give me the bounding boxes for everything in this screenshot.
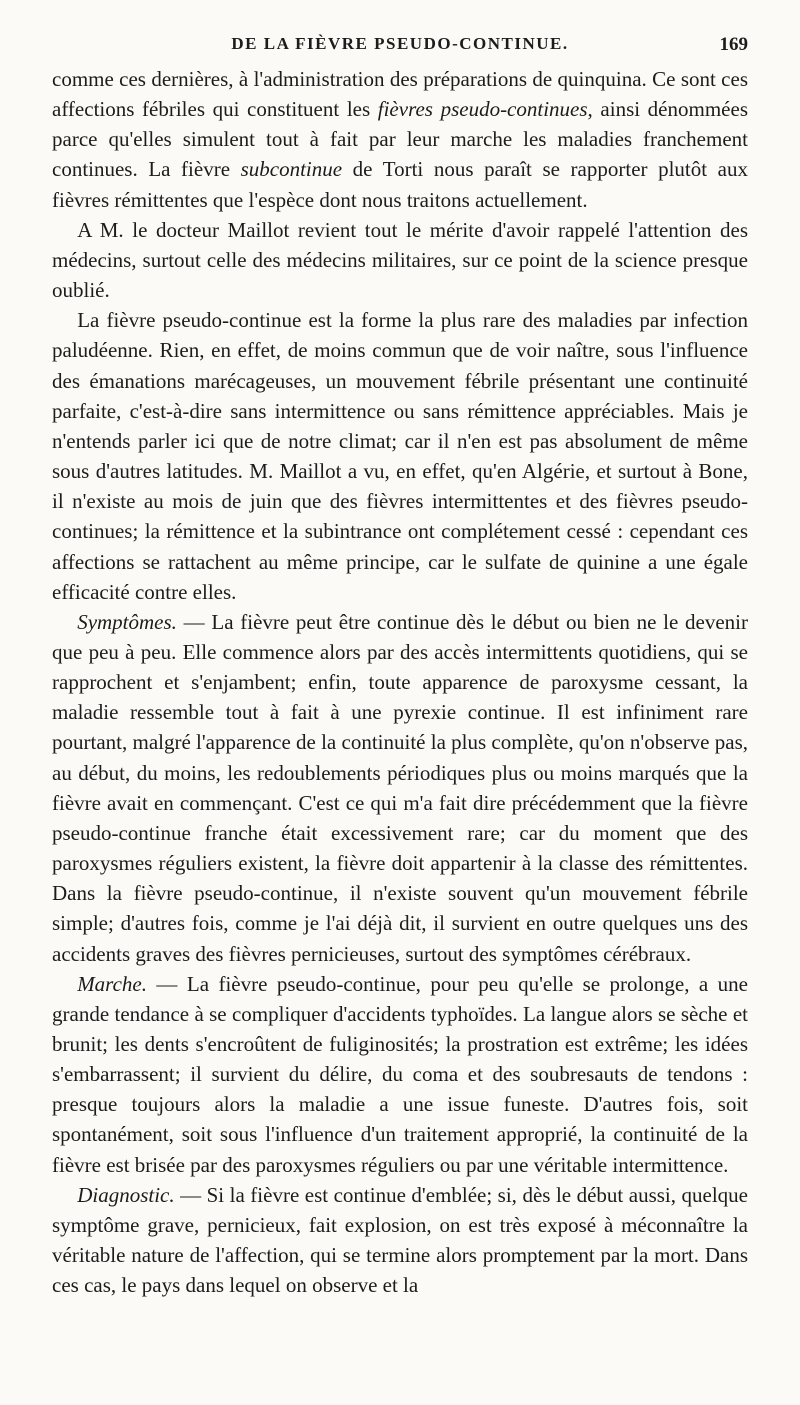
italic-text: Symptômes. [77,609,177,634]
page-number: 169 [719,34,748,55]
paragraph [52,305,748,607]
italic-text: Marche. [77,971,147,996]
text-run: — Si la fièvre est continue d'emblée; si, dès le début aussi, quelque symptôme grave, pernicieux, fait explosion, on est très exposé à méconnaître la véritable nature de l'affection, qui se termine alors promptement par la mort. Dans ces cas, le pays dans lequel on observe et la [52,1182,748,1298]
text-run: comme ces dernières, à l'administration des préparations de quinquina. Ce sont ces affections fébriles qui constituent les [52,67,748,122]
italic-text: Diagnostic. [77,1182,175,1207]
paragraph [52,607,748,969]
running-title: DE LA FIÈVRE PSEUDO-CONTINUE. [231,34,569,53]
body-text [52,64,748,1300]
paragraph [52,1180,748,1301]
text-run: — La fièvre pseudo-continue, pour peu qu'elle se prolonge, a une grande tendance à se compliquer d'accidents typhoïdes. La langue alors se sèche et brunit; les dents s'encroûtent de fuliginosités; la prostration est extrême; les idées s'embarrassent; il survient du délire, du coma et des soubresauts de tendons : presque toujours alors la maladie a une issue funeste. D'autres fois, soit spontanément, soit sous l'influence d'un traitement approprié, la continuité de la fièvre est brisée par des paroxysmes réguliers ou par une véritable intermittence. [52,971,748,1177]
paragraph [52,64,748,215]
running-head [52,34,748,60]
paragraph [52,969,748,1180]
italic-text: fièvres pseudo-continues [377,97,588,122]
text-run: de Torti nous paraît se rapporter plutôt aux fièvres rémittentes que l'espèce dont nous traitons actuellement. [52,157,749,212]
text-run: La fièvre pseudo-continue est la forme la plus rare des maladies par infection paludéenne. Rien, en effet, de moins commun que de voir naître, sous l'influence des émanations marécageuses, un mouvement fébrile présentant une continuité parfaite, c'est-à-dire sans intermittence ou sans rémittence appréciables. Mais je n'entends parler ici que de notre climat; car il n'en est pas absolument de même sous d'autres latitudes. M. Maillot a vu, en effet, qu'en Algérie, et surtout à Bone, il n'existe au mois de juin que des fièvres intermittentes et des fièvres pseudo-continues; la rémittence et la subintrance ont complétement cessé : cependant ces affections se rattachent au même principe, car le sulfate de quinine a une égale efficacité contre elles. [52,308,748,604]
paragraph [52,215,748,305]
text-run: , ainsi dénommées parce qu'elles simulent tout à fait par leur marche les maladies franchement continues. La fièvre [52,97,748,182]
text-run: A M. le docteur Maillot revient tout le mérite d'avoir rappelé l'attention des médecins, surtout celle des médecins militaires, sur ce point de la science presque oublié. [52,217,748,303]
italic-text: subcontinue [240,157,343,182]
text-run: — La fièvre peut être continue dès le début ou bien ne le devenir que peu à peu. Elle commence alors par des accès intermittents quotidiens, qui se rapprochent et s'enjambent; enfin, toute apparence de paroxysme cessant, la maladie ressemble tout à fait à une pyrexie continue. Il est infiniment rare pourtant, malgré l'apparence de la continuité la plus complète, qu'on n'observe pas, au début, du moins, les redoublements périodiques plus ou moins marqués que la fièvre avait en commençant. C'est ce qui m'a fait dire précédemment que la fièvre pseudo-continue franche était excessivement rare; car du moment que des paroxysmes réguliers existent, la fièvre doit appartenir à la classe des rémittentes. Dans la fièvre pseudo-continue, il n'existe souvent qu'un mouvement fébrile simple; d'autres fois, comme je l'ai déjà dit, il survient en outre quelques uns des accidents graves des fièvres pernicieuses, surtout des symptômes cérébraux. [52,609,748,966]
